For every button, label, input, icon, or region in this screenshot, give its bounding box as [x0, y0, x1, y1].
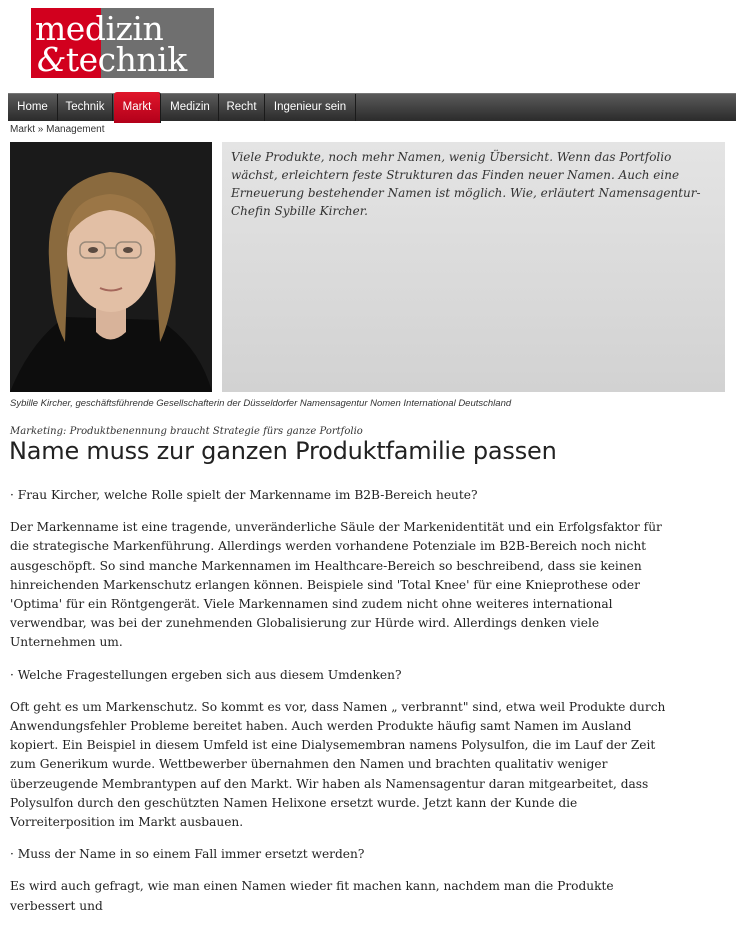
article-body	[10, 486, 675, 929]
nav-item-technik[interactable]: Technik	[58, 94, 113, 121]
author-photo	[10, 142, 212, 392]
nav-item-medizin[interactable]: Medizin	[162, 94, 219, 121]
nav-item-ingenieur-sein[interactable]: Ingenieur sein	[265, 94, 356, 121]
article-kicker: Marketing: Produktbenennung braucht Strategie fürs ganze Portfolio	[10, 426, 363, 437]
question-2: · Welche Fragestellungen ergeben sich aus diesem Umdenken?	[10, 667, 402, 682]
teaser-text: Viele Produkte, noch mehr Namen, wenig Übersicht. Wenn das Portfolio wächst, erleichtern feste Strukturen das Finden neuer Namen. Auch eine Erneuerung bestehender Namen ist möglich. Wie, erläutert Namensagentur-Chefin Sybille Kircher.	[231, 150, 701, 218]
site-header	[0, 0, 736, 90]
nav-item-recht[interactable]: Recht	[219, 94, 265, 121]
logo-line2	[37, 40, 187, 78]
breadcrumb[interactable]: Markt » Management	[10, 124, 105, 135]
logo-line2-text: technik	[65, 40, 187, 78]
main-nav	[8, 93, 736, 121]
answer-2: Oft geht es um Markenschutz. So kommt es vor, dass Namen „ verbrannt" sind, etwa weil Produkte durch Anwendungsfehler Probleme bereitet haben. Auch werden Produkte häufig samt Namen im Ausland kopiert. Ein Beispiel in diesem Umfeld ist eine Dialysemembran namens Polysulfon, die im Lauf der Zeit zum Generikum wurde. Wettbewerber übernahmen den Namen und brachten qualitativ weniger überzeugende Membrantypen auf den Markt. Wir haben als Namensagentur daran mitgearbeitet, dass Polysulfon durch den geschützten Namen Helixone ersetzt wurde. Jetzt kann der Kunde die Vorreiterposition im Markt ausbauen.	[10, 699, 666, 830]
question-3: · Muss der Name in so einem Fall immer ersetzt werden?	[10, 847, 365, 862]
logo-ampersand: &	[37, 40, 66, 78]
nav-item-home[interactable]: Home	[8, 94, 58, 121]
article-headline: Name muss zur ganzen Produktfamilie passen	[9, 437, 557, 465]
nav-item-markt[interactable]: Markt	[114, 92, 161, 123]
answer-1: Der Markenname ist eine tragende, unveränderliche Säule der Markenidentität und ein Erfolgsfaktor für die strategische Markenführung. Allerdings werden vorhandene Potenziale im B2B-Bereich noch nicht ausgeschöpft. So sind manche Markennamen im Healthcare-Bereich so beschreibend, dass sie keinen hinreichenden Markenschutz erlangen können. Beispiele sind 'Total Knee' für eine Knieprothese oder 'Optima' für ein Röntgengerät. Viele Markennamen sind zudem nicht ohne weiteres international verwendbar, was bei der zunehmenden Globalisierung zur Hürde wird. Allerdings denken viele Unternehmen um.	[10, 520, 662, 650]
portrait-image	[10, 142, 212, 392]
answer-3: Es wird auch gefragt, wie man einen Namen wieder fit machen kann, nachdem man die Produkte verbessert und	[10, 879, 614, 913]
article-teaser-box	[222, 142, 725, 392]
photo-caption: Sybille Kircher, geschäftsführende Gesellschafterin der Düsseldorfer Namensagentur Nomen International Deutschland	[10, 398, 512, 409]
logo-line1: medizin	[35, 9, 164, 48]
question-1: · Frau Kircher, welche Rolle spielt der Markenname im B2B-Bereich heute?	[10, 488, 478, 502]
site-logo[interactable]	[31, 8, 214, 78]
